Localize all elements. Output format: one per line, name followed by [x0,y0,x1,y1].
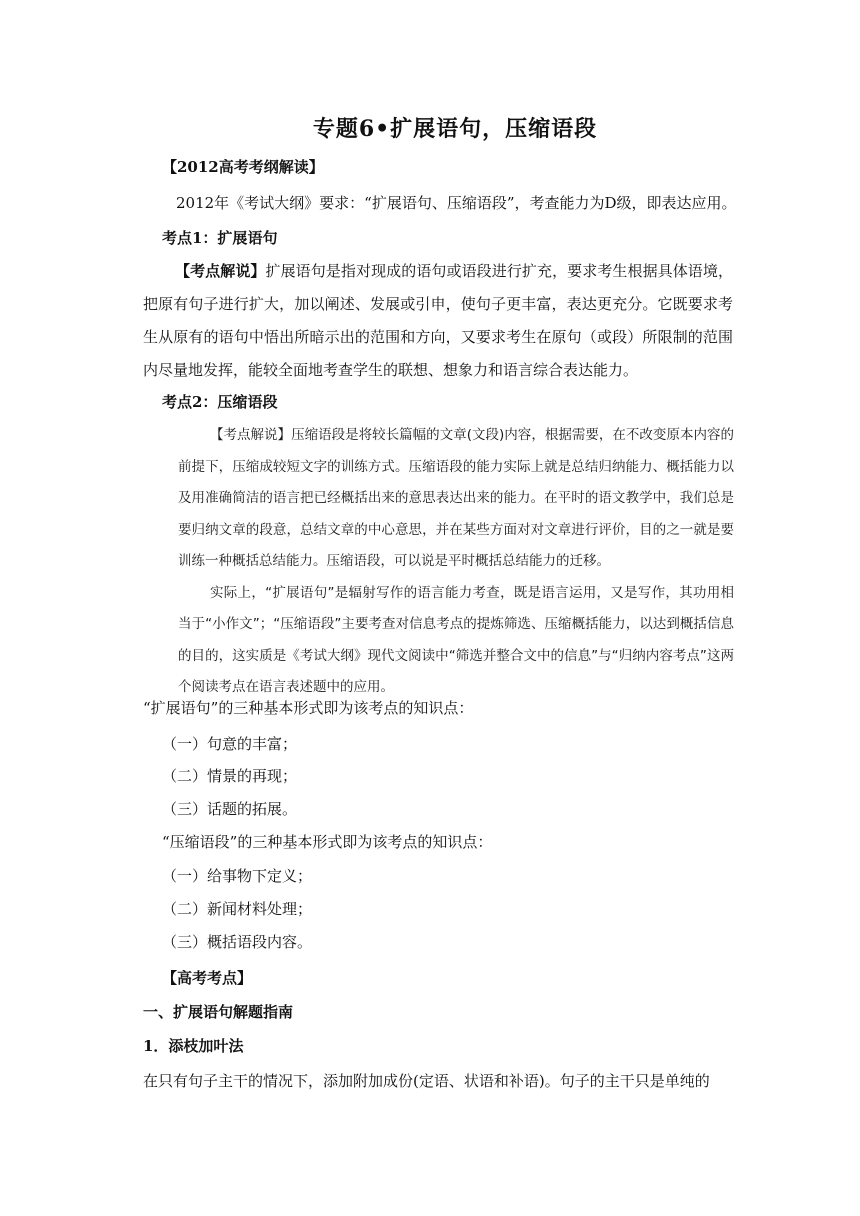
point2-paragraph-2: 实际上，“扩展语句”是辐射写作的语言能力考查，既是语言运用，又是写作，其功用相当于“小作文”；“压缩语段”主要考查对信息考点的提炼筛选、压缩概括能力，以达到概括信息的目的，这实质是《考试大纲》现代文阅读中“筛选并整合文中的信息”与“归纳内容考点”这两个阅读考点在语言表述题中的应用。 [178,584,734,695]
method-text: 在只有句子主干的情况下，添加附加成份(定语、状语和补语)。句子的主干只是单纯的 [143,1072,710,1090]
point2-heading: 考点2：压缩语段 [162,393,278,411]
compress-form-item-1: （一）给事物下定义； [162,867,313,885]
exam-header: 【高考考点】 [162,969,253,987]
expand-form-item-3: （三）话题的拓展。 [162,800,298,818]
section-header: 【2012高考考纲解读】 [162,158,324,176]
point2-scanned-block [178,420,734,704]
point2-paragraph-1: 【考点解说】压缩语段是将较长篇幅的文章(文段)内容，根据需要，在不改变原本内容的前提下，压缩成较短文字的训练方式。压缩语段的能力实际上就是总结归纳能力、概括能力以及用准确简洁的语言把已经概括出来的意思表达出来的能力。在平时的语文教学中，我们总是要归纳文章的段意，总结文章的中心意思，并在某些方面对对文章进行评价，目的之一就是要训练一种概括总结能力。压缩语段，可以说是平时概括总结能力的迁移。 [178,427,734,569]
point1-label: 【考点解说】 [175,262,266,280]
compress-forms-intro: “压缩语段”的三种基本形式即为该考点的知识点： [162,833,493,851]
expand-form-item-2: （二）情景的再现； [162,767,298,785]
page-title: 专题6•扩展语句，压缩语段 [312,116,598,142]
compress-form-item-3: （三）概括语段内容。 [162,933,313,951]
compress-form-item-2: （二）新闻材料处理； [162,900,313,918]
intro-paragraph: 2012年《考试大纲》要求：“扩展语句、压缩语段”，考查能力为D级，即表达应用。 [176,194,737,212]
expand-forms-intro: “扩展语句”的三种基本形式即为该考点的知识点： [143,699,474,717]
point1-paragraph [143,255,733,387]
expand-form-item-1: （一）句意的丰富； [162,735,298,753]
method-heading: 1．添枝加叶法 [143,1037,244,1055]
point1-heading: 考点1：扩展语句 [162,229,278,247]
guide-heading: 一、扩展语句解题指南 [143,1003,294,1021]
point1-text: 扩展语句是指对现成的语句或语段进行扩充，要求考生根据具体语境，把原有句子进行扩大，加以阐述、发展或引申，使句子更丰富，表达更充分。它既要求考生从原有的语句中悟出所暗示出的范围和方向，又要求考生在原句（或段）所限制的范围内尽量地发挥，能较全面地考查学生的联想、想象力和语言综合表达能力。 [143,262,733,379]
